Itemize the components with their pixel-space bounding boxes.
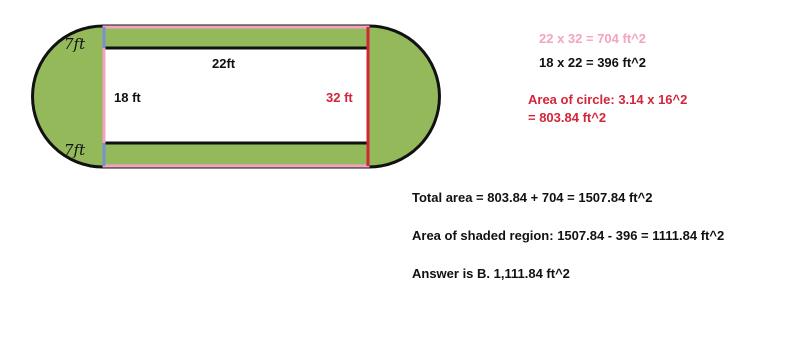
note-answer: Answer is B. 1,111.84 ft^2 [412,266,570,281]
note-circle-area-line2: = 803.84 ft^2 [528,110,607,125]
note-total-area: Total area = 803.84 + 704 = 1507.84 ft^2 [412,190,653,205]
label-inner-length: 22ft [212,56,236,71]
note-inner-rectangle-area: 18 x 22 = 396 ft^2 [539,55,646,70]
note-circle-area-line1: Area of circle: 3.14 x 16^2 [528,92,688,107]
note-pink-rectangle-area: 22 x 32 = 704 ft^2 [539,31,646,46]
label-top-7ft: 7ft [64,35,86,53]
label-bottom-7ft: 7ft [64,141,86,159]
label-inner-height: 18 ft [114,90,141,105]
label-outer-height: 32 ft [326,90,353,105]
note-shaded-area: Area of shaded region: 1507.84 - 396 = 1111.84 ft^2 [412,228,725,243]
